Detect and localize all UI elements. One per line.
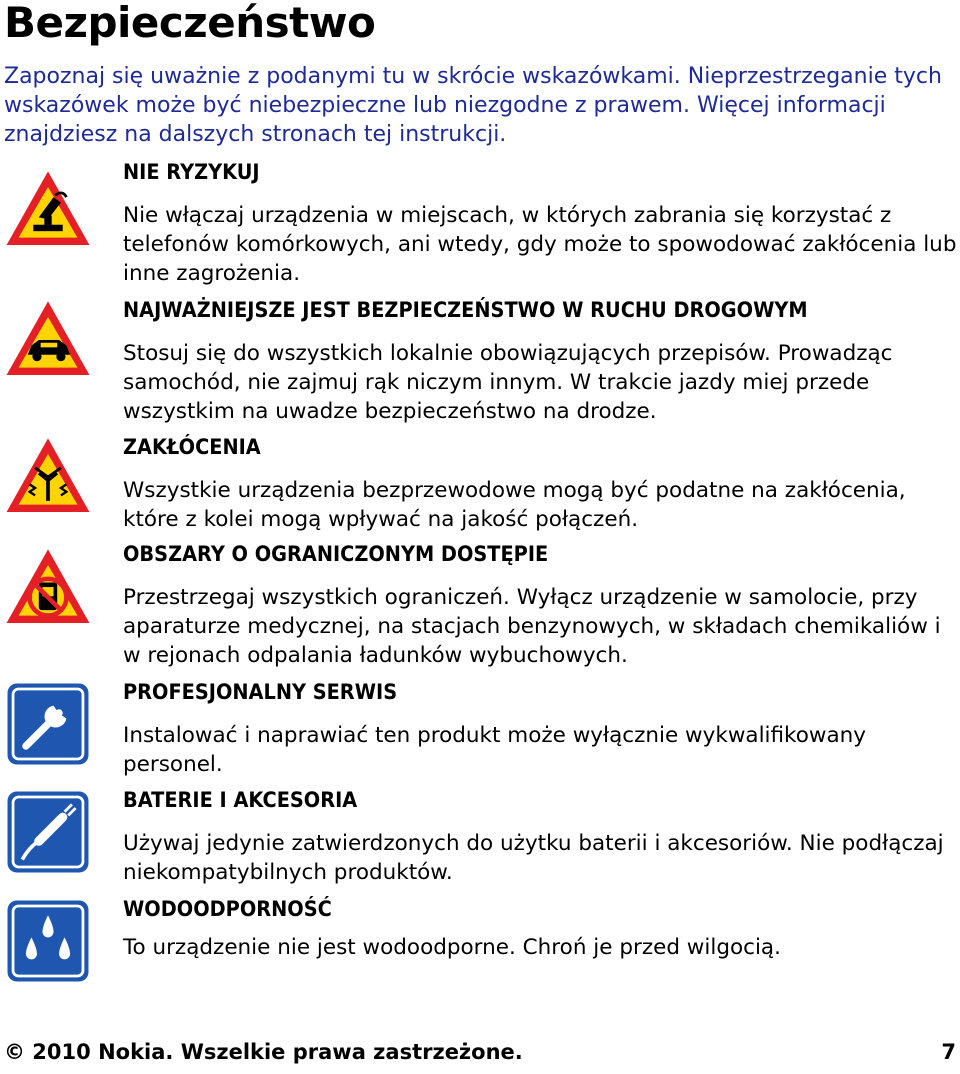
water-resistance-drops-icon bbox=[2, 895, 94, 987]
section-heading: NAJWAŻNIEJSZE JEST BEZPIECZEŃSTWO W RUCHU DROGOWYM bbox=[123, 298, 808, 322]
section-body: Stosuj się do wszystkich lokalnie obowiązujących przepisów. Prowadząc samochód, nie zajmuj rąk niczym innym. W trakcie jazdy miej przede wszystkim na uwadze bezpieczeństwo na drodze. bbox=[123, 341, 893, 424]
section-heading: OBSZARY O OGRANICZONYM DOSTĘPIE bbox=[123, 542, 549, 566]
copyright-notice: © 2010 Nokia. Wszelkie prawa zastrzeżone. bbox=[4, 1040, 523, 1064]
qualified-service-wrench-icon bbox=[2, 678, 94, 770]
section-heading: WODOODPORNOŚĆ bbox=[123, 897, 332, 921]
page-footer bbox=[0, 1040, 958, 1072]
page-number: 7 bbox=[941, 1040, 956, 1064]
section-body: Używaj jedynie zatwierdzonych do użytku baterii i akcesoriów. Nie podłączaj niekompatybilnych produktów. bbox=[123, 831, 944, 885]
section-body: To urządzenie nie jest wodoodporne. Chroń je przed wilgocią. bbox=[123, 935, 781, 960]
section-heading: PROFESJONALNY SERWIS bbox=[123, 680, 398, 704]
page-title: Bezpieczeństwo bbox=[4, 0, 376, 47]
switch-on-safely-warning-icon bbox=[2, 164, 94, 256]
section-heading: ZAKŁÓCENIA bbox=[123, 435, 261, 459]
section-heading: NIE RYZYKUJ bbox=[123, 160, 260, 184]
interference-antenna-warning-icon bbox=[2, 431, 94, 523]
batteries-accessories-plug-icon bbox=[2, 786, 94, 878]
section-heading: BATERIE I AKCESORIA bbox=[123, 788, 358, 812]
section-body: Przestrzegaj wszystkich ograniczeń. Wyłącz urządzenie w samolocie, przy aparaturze medycznej, na stacjach benzynowych, w składach chemikaliów i w rejonach odpalania ładunków wybuchowych. bbox=[123, 585, 941, 668]
restricted-areas-phone-off-icon bbox=[2, 542, 94, 634]
section-body: Wszystkie urządzenia bezprzewodowe mogą być podatne na zakłócenia, które z kolei mogą wpływać na jakość połączeń. bbox=[123, 478, 906, 532]
intro-paragraph: Zapoznaj się uważnie z podanymi tu w skrócie wskazówkami. Nieprzestrzeganie tych wskazówek może być niebezpieczne lub niezgodne z prawem. Więcej informacji znajdziesz na dalszych stronach tej instrukcji. bbox=[4, 64, 942, 147]
road-safety-car-warning-icon bbox=[2, 294, 94, 386]
section-body: Nie włączaj urządzenia w miejscach, w których zabrania się korzystać z telefonów komórkowych, ani wtedy, gdy może to spowodować zakłócenia lub inne zagrożenia. bbox=[123, 203, 957, 286]
section-body: Instalować i naprawiać ten produkt może wyłącznie wykwalifikowany personel. bbox=[123, 723, 867, 777]
